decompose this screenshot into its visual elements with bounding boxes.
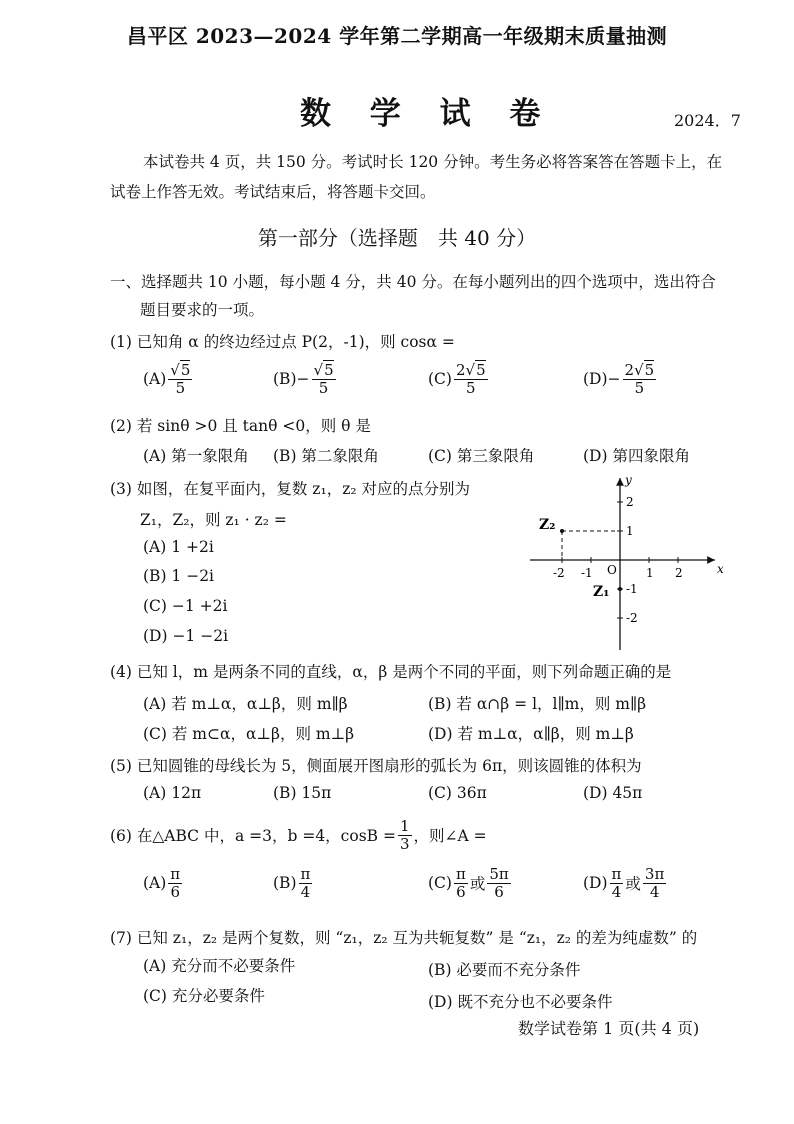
q1-option-label: (B) xyxy=(273,370,297,388)
joiner-text: 或 xyxy=(625,875,641,893)
q6-stem-after: ，则∠A = xyxy=(413,827,487,845)
q6-option-fraction xyxy=(487,866,510,900)
q3-option-d: (D) −1 −2i xyxy=(143,627,229,645)
q1-option-fraction xyxy=(168,362,192,396)
q5-option-b: (B) 15π xyxy=(273,784,332,802)
fraction-numerator xyxy=(168,362,192,380)
fraction-denominator: 5 xyxy=(175,378,186,397)
exam-title: 数 学 试 卷 xyxy=(300,96,555,132)
fraction-denominator: 5 xyxy=(466,378,476,397)
q5-option-d: (D) 45π xyxy=(583,784,643,802)
q4-option-c: (C) 若 m⊂α，α⊥β，则 m⊥β xyxy=(143,725,355,743)
q3-option-b: (B) 1 −2i xyxy=(143,567,215,585)
y-tick-label: 1 xyxy=(626,524,634,538)
q6-option-a xyxy=(143,866,184,900)
page-footer: 数学试卷第 1 页(共 4 页) xyxy=(518,1019,700,1038)
fraction-numerator: 3π xyxy=(644,865,665,883)
sqrt-sign: √ xyxy=(313,361,324,379)
x-axis-label: x xyxy=(717,562,724,576)
fraction-denominator: 6 xyxy=(456,882,466,901)
q6-option-fraction xyxy=(610,866,624,900)
fraction-denominator: 6 xyxy=(494,882,504,901)
x-tick-label: 2 xyxy=(675,566,683,580)
z2-point xyxy=(560,529,564,533)
fraction-numerator: π xyxy=(170,865,181,883)
q1-option-label: (A) xyxy=(143,370,167,388)
q6-options xyxy=(0,866,794,906)
q2-stem: (2) 若 sinθ >0 且 tanθ <0，则 θ 是 xyxy=(110,417,371,435)
q5-stem: (5) 已知圆锥的母线长为 5，侧面展开图扇形的弧长为 6π，则该圆锥的体积为 xyxy=(110,757,642,775)
radicand: 5 xyxy=(644,361,655,379)
exam-header: 昌平区 2023—2024 学年第二学期高一年级期末质量抽测 xyxy=(126,24,668,48)
sqrt-sign: √ xyxy=(634,361,644,379)
fraction-denominator: 5 xyxy=(318,378,329,397)
coefficient: 2 xyxy=(624,361,635,379)
q6-option-fraction xyxy=(643,866,666,900)
y-tick-label: -2 xyxy=(626,611,638,625)
section-instruction-2: 题目要求的一项。 xyxy=(140,301,265,319)
q2-option-d: (D) 第四象限角 xyxy=(583,447,690,465)
complex-plane-figure xyxy=(525,472,735,652)
q6-stem xyxy=(110,818,487,852)
q6-option-d xyxy=(583,866,668,900)
q1-option-fraction xyxy=(454,362,488,396)
radicand: 5 xyxy=(476,361,486,379)
q4-option-a: (A) 若 m⊥α，α⊥β，则 m∥β xyxy=(143,695,348,713)
q1-option-a xyxy=(143,362,194,396)
fraction-numerator: π xyxy=(300,865,311,883)
x-tick-label: -1 xyxy=(581,566,593,580)
q3-stem-line-2: Z₁，Z₂，则 z₁ · z₂ = xyxy=(140,511,287,529)
x-tick-label: 1 xyxy=(646,566,654,580)
q7-option-c: (C) 充分必要条件 xyxy=(143,987,265,1005)
sqrt-sign: √ xyxy=(465,361,476,379)
intro-line-1: 本试卷共 4 页，共 150 分。考试时长 120 分钟。考生务必将答案答在答题卡上，在 xyxy=(143,153,723,171)
q1-options xyxy=(0,362,794,402)
q6-option-fraction xyxy=(454,866,468,900)
q2-option-c: (C) 第三象限角 xyxy=(428,447,535,465)
coefficient: 2 xyxy=(455,361,466,379)
q2-option-b: (B) 第二象限角 xyxy=(273,447,379,465)
fraction-denominator: 5 xyxy=(634,378,645,397)
q4-stem: (4) 已知 l，m 是两条不同的直线，α，β 是两个不同的平面，则下列命题正确的是 xyxy=(110,663,672,681)
q5-option-a: (A) 12π xyxy=(143,784,202,802)
intro-line-2: 试卷上作答无效。考试结束后，将答题卡交回。 xyxy=(110,183,436,201)
q6-option-fraction xyxy=(168,866,182,900)
minus-sign: − xyxy=(296,370,310,388)
z2-label: Z₂ xyxy=(539,517,556,533)
q6-stem-fraction xyxy=(398,818,412,852)
z1-point xyxy=(618,587,622,591)
radicand: 5 xyxy=(324,361,334,379)
q6-option-label: (D) xyxy=(583,874,608,892)
q1-option-d xyxy=(583,362,658,396)
z1-label: Z₁ xyxy=(593,584,610,600)
origin-label: O xyxy=(607,563,617,577)
sqrt-sign: √ xyxy=(170,361,180,379)
fraction-denominator: 4 xyxy=(611,882,622,901)
fraction-numerator: 5π xyxy=(489,865,509,883)
q7-option-b: (B) 必要而不充分条件 xyxy=(428,961,581,979)
q4-option-d: (D) 若 m⊥α，α∥β，则 m⊥β xyxy=(428,725,634,743)
q3-option-c: (C) −1 +2i xyxy=(143,597,228,615)
minus-sign: − xyxy=(607,370,621,388)
q5-option-c: (C) 36π xyxy=(428,784,487,802)
fraction-numerator xyxy=(312,362,336,380)
radicand: 5 xyxy=(180,361,191,379)
q6-stem-before: (6) 在△ABC 中，a =3，b =4，cosB = xyxy=(110,827,396,845)
q1-option-label: (C) xyxy=(428,370,452,388)
q6-frac-numerator: 1 xyxy=(399,817,410,835)
q6-option-c xyxy=(428,866,513,900)
q1-option-fraction xyxy=(312,362,336,396)
q3-option-a: (A) 1 +2i xyxy=(143,538,214,556)
fraction-denominator: 4 xyxy=(300,882,311,901)
x-tick-label: -2 xyxy=(553,566,565,580)
exam-date: 2024．7 xyxy=(674,111,741,130)
y-tick-label: -1 xyxy=(626,582,638,596)
q7-stem: (7) 已知 z₁，z₂ 是两个复数，则 “z₁，z₂ 互为共轭复数” 是 “z₁，z₂ 的差为纯虚数” 的 xyxy=(110,929,698,947)
fraction-denominator: 6 xyxy=(170,882,180,901)
fraction-numerator: π xyxy=(611,865,622,883)
q6-option-label: (C) xyxy=(428,874,452,892)
q6-option-b xyxy=(273,866,314,900)
fraction-numerator xyxy=(623,362,657,380)
q6-option-label: (B) xyxy=(273,874,297,892)
q1-option-b xyxy=(273,362,338,396)
q4-option-b: (B) 若 α∩β = l，l∥m，则 m∥β xyxy=(428,695,647,713)
fraction-numerator: π xyxy=(455,865,466,883)
q3-stem-line-1: (3) 如图，在复平面内，复数 z₁，z₂ 对应的点分别为 xyxy=(110,480,470,498)
q6-option-label: (A) xyxy=(143,874,167,892)
q1-stem: (1) 已知角 α 的终边经过点 P(2，-1)，则 cosα = xyxy=(110,333,455,351)
section-instruction-1: 一、选择题共 10 小题，每小题 4 分，共 40 分。在每小题列出的四个选项中，选出符合 xyxy=(110,273,716,291)
q1-option-fraction xyxy=(623,362,657,396)
q1-option-c xyxy=(428,362,490,396)
q2-option-a: (A) 第一象限角 xyxy=(143,447,249,465)
y-tick-label: 2 xyxy=(626,495,634,509)
q1-option-label: (D) xyxy=(583,370,608,388)
fraction-denominator: 4 xyxy=(649,882,660,901)
q7-option-a: (A) 充分而不必要条件 xyxy=(143,957,296,975)
q6-frac-denominator: 3 xyxy=(399,834,410,853)
q6-option-fraction xyxy=(299,866,313,900)
joiner-text: 或 xyxy=(469,875,486,893)
q7-option-d: (D) 既不充分也不必要条件 xyxy=(428,993,613,1011)
part-title: 第一部分（选择题 共 40 分） xyxy=(257,226,537,250)
fraction-numerator xyxy=(454,362,488,380)
y-axis-label: y xyxy=(625,473,632,487)
